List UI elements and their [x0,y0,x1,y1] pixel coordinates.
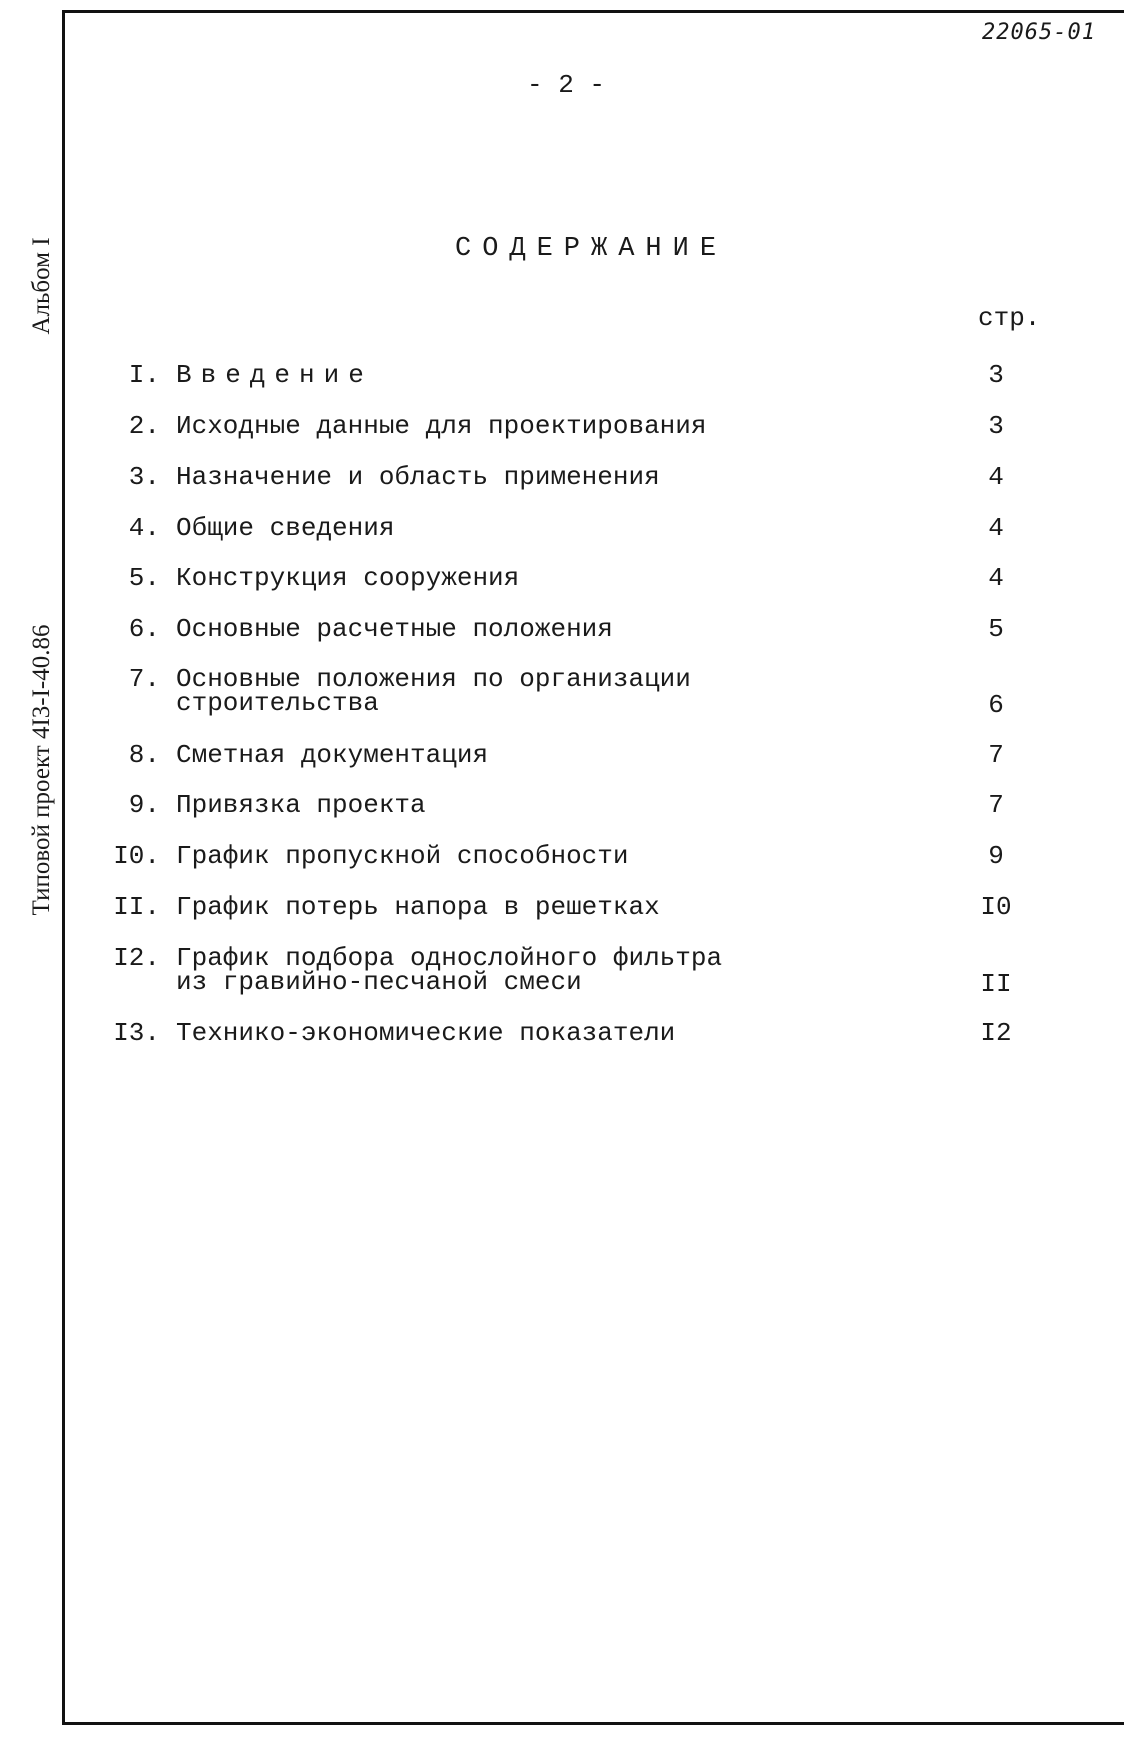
toc-item-title: Основные положения по организации строительства [176,664,691,718]
toc-item-page: 7 [988,790,1004,820]
toc-item-title: Назначение и область применения [176,462,660,492]
project-label: Типовой проект 4I3-I-40.86 [28,624,55,916]
album-label: Альбом I [28,237,55,335]
toc-item-title: Основные расчетные положения [176,614,613,644]
toc-item-number: I2. [113,943,160,973]
toc-item-page: I0 [980,892,1012,922]
toc-item-number: 4. [128,513,160,543]
toc-item-page: 9 [988,841,1004,871]
toc-item-number: 8. [128,740,160,770]
toc-item-page: 7 [988,740,1004,770]
toc-item-title: Сметная документация [176,740,489,770]
toc-item-number: II. [113,892,160,922]
toc-item-title: График потерь напора в решетках [176,892,660,922]
toc-item-number: 6. [128,614,160,644]
toc-item-title: График подбора однослойного фильтра из гравийно-песчаной смеси [176,943,723,997]
toc-item-page: 5 [988,614,1004,644]
toc-item-title: Технико-экономические показатели [176,1018,676,1048]
toc-item-page: 4 [988,462,1004,492]
toc-item-page: 3 [988,360,1004,390]
toc-item-number: I0. [113,841,160,871]
page-column-header: стр. [978,303,1041,333]
toc-item-page: 4 [988,563,1004,593]
toc-item-number: 9. [128,790,160,820]
toc-item-title: График пропускной способности [176,841,629,871]
toc-item-page: 4 [988,513,1004,543]
toc-item-title: Введение [176,360,373,390]
document-code: 22065-01 [982,20,1096,45]
page-number: - 2 - [526,70,605,100]
toc-item-number: I. [128,360,160,390]
toc-item-page: 6 [988,690,1004,720]
toc-item-number: 5. [128,563,160,593]
toc-item-number: 7. [128,664,160,694]
toc-item-page: II [980,969,1012,999]
toc-item-title: Общие сведения [176,513,395,543]
toc-item-page: 3 [988,411,1004,441]
toc-item-number: I3. [113,1018,160,1048]
page-title: СОДЕРЖАНИЕ [455,234,728,264]
toc-item-title: Привязка проекта [176,790,426,820]
toc-item-number: 3. [128,462,160,492]
toc-item-title: Исходные данные для проектирования [176,411,707,441]
toc-item-title: Конструкция сооружения [176,563,520,593]
toc-item-number: 2. [128,411,160,441]
toc-item-page: I2 [980,1018,1012,1048]
